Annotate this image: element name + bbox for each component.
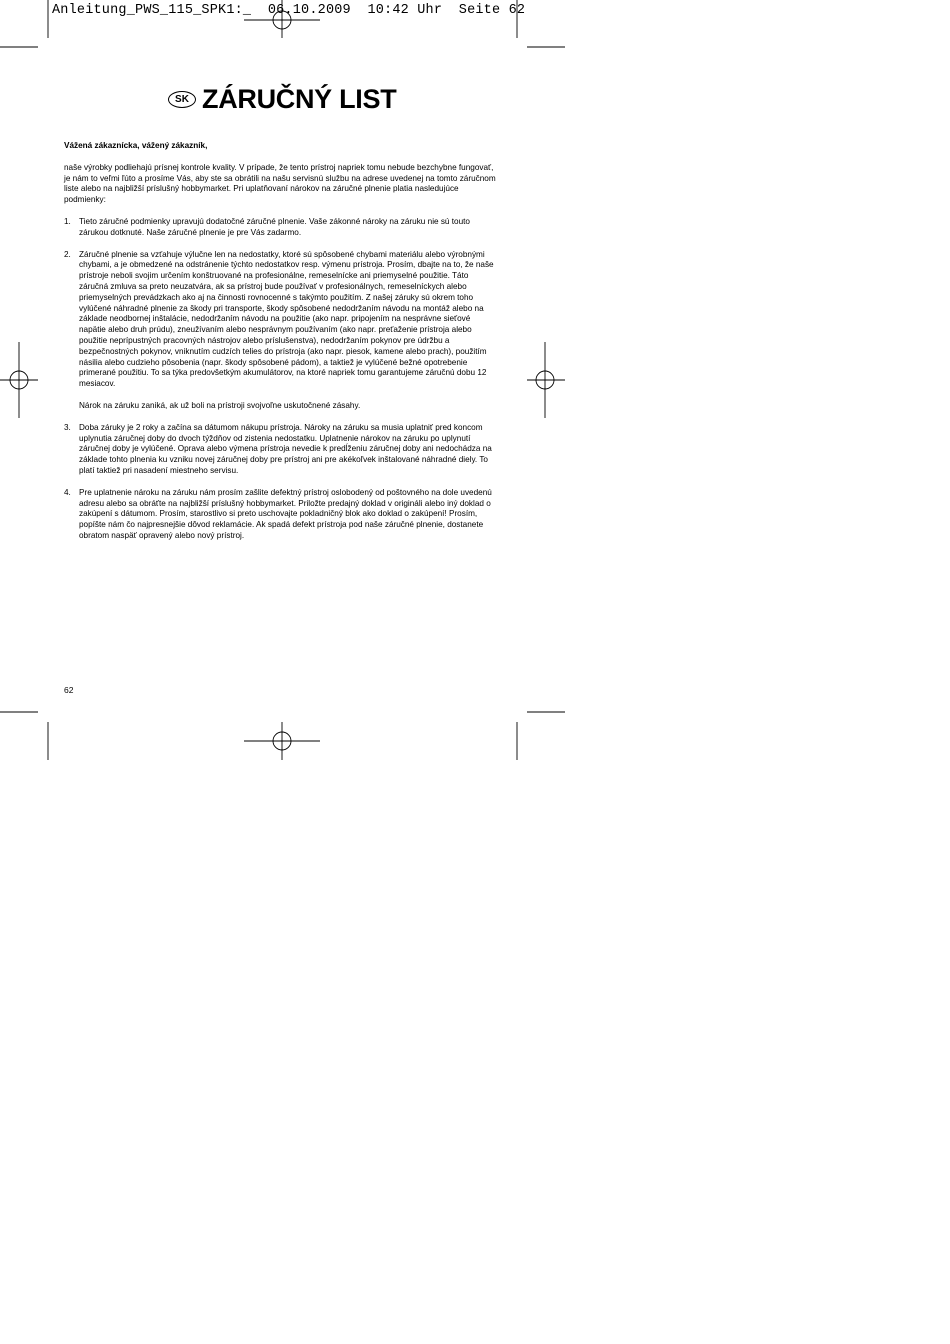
list-item bbox=[64, 250, 498, 412]
list-item bbox=[64, 217, 498, 239]
item-number: 3. bbox=[64, 422, 71, 432]
page-heading bbox=[168, 84, 396, 115]
registration-mark-right bbox=[527, 342, 565, 418]
page-title: ZÁRUČNÝ LIST bbox=[202, 84, 397, 114]
list-item bbox=[64, 488, 498, 542]
item-number: 2. bbox=[64, 249, 71, 259]
warranty-text-body bbox=[64, 141, 498, 553]
page-number: 62 bbox=[64, 685, 74, 695]
item-paragraph: Pre uplatnenie nároku na záruku nám prosím zašlite defektný prístroj oslobodený od poštovného na dole uvedenú adresu alebo sa obráťte na najbližší príslušný hobbymarket. Priložte predajný doklad v origináli alebo iný doklad o zakúpení s dátumom. Prosím, starostlivo si preto uschovajte pokladničný blok ako doklad o zakúpení! Prosím, popíšte nám čo najpresnejšie dôvod reklamácie. Ak spadá defekt prístroja pod naše záručné plnenie, dostanete obratom naspäť opravený alebo nový prístroj. bbox=[79, 487, 492, 540]
item-paragraph: Záručné plnenie sa vzťahuje výlučne len na nedostatky, ktoré sú spôsobené chybami materiálu alebo výrobnými chybami, a je obmedzené na odstránenie týchto nedostatkov resp. výmenu prístroja. Prosím, dbajte na to, že naše prístroje neboli svojim určením konštruované na profesionálne, remeselnícke ani priemyselné použitie. Táto záručná zmluva sa preto neuzatvára, ak sa prístroj bude používať v profesionálnych, remeselníckych alebo priemyselných prevádzkach ako aj na činnosti rovnocenné s takýmto použitím. Z našej záruky sú okrem toho vylúčené náhradné plnenie za škody pri transporte, škody spôsobené nedodržaním návodu na montáž alebo na základe neodbornej inštalácie, nedodržaním návodu na použitie (ako napr. pripojením na nesprávne sieťové napätie alebo druh prúdu), zneužívaním alebo nesprávnym používaním (ako napr. preťaženie prístroja alebo použitie neprípustných pracovných nástrojov alebo príslušenstva), nedodržaním pokynov pre údržbu a bezpečnostných pokynov, vniknutím cudzích telies do prístroja (ako napr. piesok, kamene alebo prach), použitím násilia alebo cudzieho pôsobenia (napr. škody spôsobené pádom), a taktiež je vylúčené bežné opotrebenie primerané použitiu. To sa týka predovšetkým akumulátorov, na ktoré napriek tomu garantujeme záručnú dobu 12 mesiacov. bbox=[79, 249, 494, 389]
registration-mark-left bbox=[0, 342, 38, 418]
item-number: 1. bbox=[64, 216, 71, 226]
item-paragraph: Doba záruky je 2 roky a začína sa dátumom nákupu prístroja. Nároky na záruku sa musia uplatniť pred koncom uplynutia záručnej doby do dvoch týždňov od zistenia nedostatku. Uplatnenie nárokov na záruku po uplynutí záručnej doby je vylúčené. Oprava alebo výmena prístroja nevedie k predĺženiu záručnej doby ani nedochádza na základe tohto plnenia ku vzniku novej záručnej doby pre prístroj ani pre akékoľvek inštalované náhradné diely. To platí taktiež pri nasadení miestneho servisu. bbox=[79, 422, 492, 475]
intro-paragraph: naše výrobky podliehajú prísnej kontrole kvality. V prípade, že tento prístroj napriek tomu nebude bezchybne fungovať, je nám to veľmi ľúto a prosíme Vás, aby ste sa obrátili na našu servisnú službu na adrese uvedenej na tomto záručnom liste alebo na najbližší príslušný hobbymarket. Pri uplatňovaní nárokov na záručné plnenie platia nasledujúce podmienky: bbox=[64, 162, 496, 205]
print-slug-header: Anleitung_PWS_115_SPK1:_ 06.10.2009 10:42 Uhr Seite 62 bbox=[52, 3, 526, 18]
item-paragraph: Nárok na záruku zaniká, ak už boli na prístroji svojvoľne uskutočnené zásahy. bbox=[79, 400, 361, 410]
registration-mark-bottom bbox=[244, 722, 320, 760]
language-badge: SK bbox=[168, 91, 196, 108]
item-number: 4. bbox=[64, 487, 71, 497]
salutation: Vážená zákaznícka, vážený zákazník, bbox=[64, 141, 208, 150]
item-paragraph: Tieto záručné podmienky upravujú dodatočné záručné plnenie. Vaše zákonné nároky na záruku nie sú touto zárukou dotknuté. Naše záručné plnenie je pre Vás zadarmo. bbox=[79, 216, 470, 237]
registration-mark-top bbox=[244, 0, 320, 38]
warranty-conditions-list bbox=[64, 217, 498, 542]
list-item bbox=[64, 423, 498, 477]
